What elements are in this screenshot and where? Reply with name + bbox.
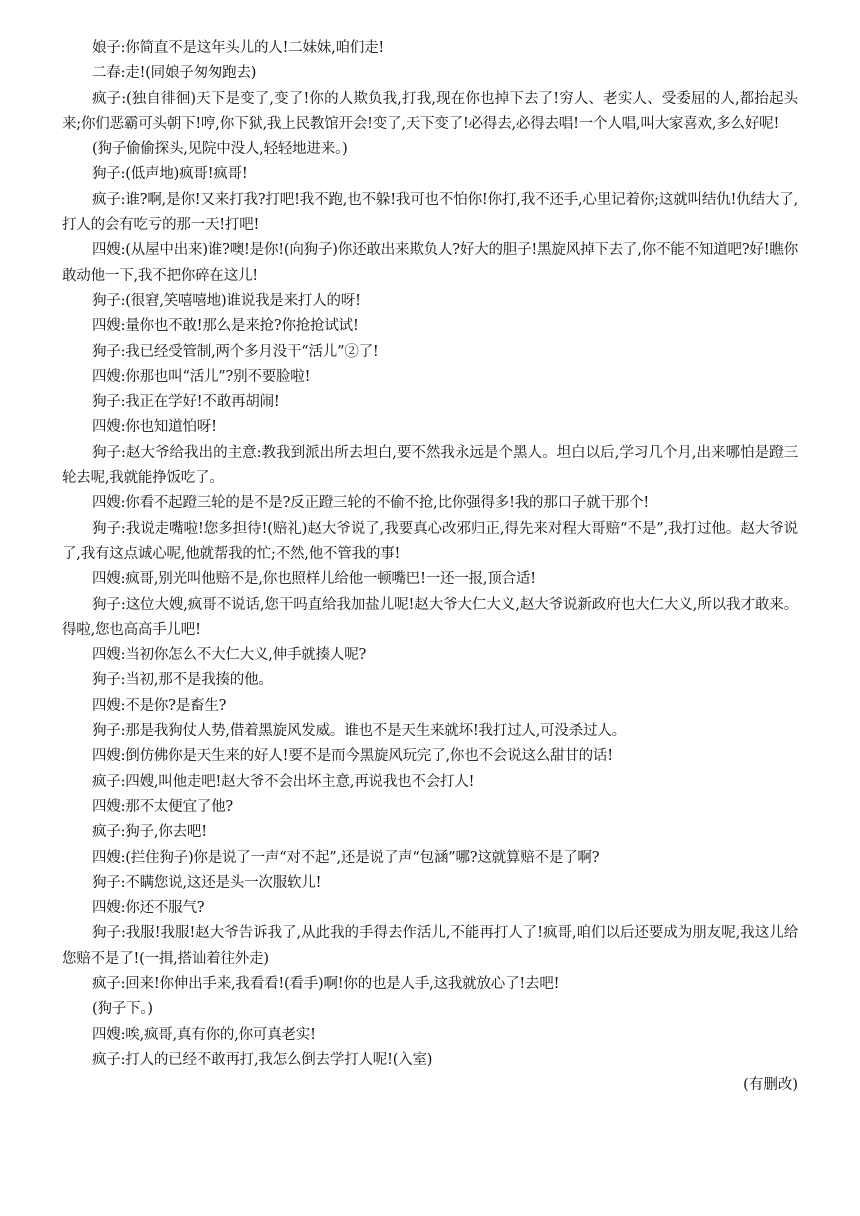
dialogue-line: 四嫂:那不太便宜了他?	[92, 798, 233, 815]
stage-direction: (狗子偷偷探头,见院中没人,轻轻地进来。)	[92, 141, 348, 158]
dialogue-line: 疯子:狗子,你去吧!	[92, 824, 207, 841]
dialogue-line: 狗子:当初,那不是我揍的他。	[92, 672, 273, 689]
dialogue-line: 狗子:(低声地)疯哥!疯哥!	[92, 166, 248, 183]
dialogue-line: 四嫂:(拦住狗子)你是说了一声“对不起”,还是说了声“包涵”哪?这就算赔不是了啊?	[92, 849, 600, 866]
dialogue-line: 狗子:我已经受管制,两个多月没干“活儿”②了!	[92, 343, 379, 360]
dialogue-line: 狗子:(很窘,笑嘻嘻地)谁说我是来打人的呀!	[92, 292, 361, 309]
dialogue-line: 狗子:我说走嘴啦!您多担待!(赔礼)赵大爷说了,我要真心改邪归正,得先来对程大哥赔“不是”,我打过他。赵大爷说了,我有这点诚心呢,他就帮我的忙;不然,他不管我的事!	[62, 520, 798, 562]
dialogue-line: 疯子:四嫂,叫他走吧!赵大爷不会出坏主意,再说我也不会打人!	[92, 773, 475, 790]
dialogue-line: 疯子:谁?啊,是你!又来打我?打吧!我不跑,也不躲!我可也不怕你!你打,我不还手,心里记着你;这就叫结仇!仇结大了,打人的会有吃亏的那一天!打吧!	[62, 191, 798, 234]
dialogue-line: 狗子:我正在学好!不敢再胡闹!	[92, 394, 280, 411]
dialogue-line: 狗子:那是我狗仗人势,借着黑旋风发威。谁也不是天生来就坏!我打过人,可没杀过人。	[92, 723, 626, 740]
dialogue-line: 四嫂:(从屋中出来)谁?噢!是你!(向狗子)你还敢出来欺负人?好大的胆子!黑旋风掉下去了,你不能不知道吧?好!瞧你敢动他一下,我不把你碎在这儿!	[62, 242, 798, 284]
dialogue-line: 四嫂:你还不服气?	[92, 900, 205, 917]
dialogue-line: 疯子:回来!你伸出手来,我看看!(看手)啊!你的也是人手,这我就放心了!去吧!	[92, 975, 560, 992]
dialogue-line: 四嫂:唉,疯哥,真有你的,你可真老实!	[92, 1026, 316, 1043]
dialogue-line: 狗子:赵大爷给我出的主意:教我到派出所去坦白,要不然我永远是个黑人。坦白以后,学习几个月,出来哪怕是蹬三轮去呢,我就能挣饭吃了。	[62, 444, 798, 487]
dialogue-line: 四嫂:你那也叫“活儿”?别不要脸啦!	[92, 368, 311, 385]
dialogue-line: 狗子:我服!我服!赵大爷告诉我了,从此我的手得去作活儿,不能再打人了!疯哥,咱们以后还要成为朋友呢,我这儿给您赔不是了!(一揖,搭讪着往外走)	[62, 925, 798, 967]
dialogue-line: 四嫂:倒仿佛你是天生来的好人!要不是而今黑旋风玩完了,你也不会说这么甜甘的话!	[92, 748, 613, 765]
dialogue-line: 狗子:不瞒您说,这还是头一次服软儿!	[92, 874, 322, 891]
dialogue-line: 四嫂:你也知道怕呀!	[92, 419, 217, 436]
dialogue-line: 娘子:你简直不是这年头儿的人!二妹妹,咱们走!	[92, 40, 385, 56]
dialogue-line: 四嫂:你看不起蹬三轮的是不是?反正蹬三轮的不偷不抢,比你强得多!我的那口子就干那个!	[92, 495, 650, 512]
script-text	[62, 36, 798, 1073]
dialogue-line: 二春:走!(同娘子匆匆跑去)	[92, 65, 257, 82]
source-note: (有删改)	[743, 1077, 798, 1094]
dialogue-line: 狗子:这位大嫂,疯哥不说话,您干吗直给我加盐儿呢!赵大爷大仁大义,赵大爷说新政府也大仁大义,所以我才敢来。得啦,您也高高手儿吧!	[62, 596, 798, 638]
dialogue-line: 四嫂:疯哥,别光叫他赔不是,你也照样儿给他一顿嘴巴!一还一报,顶合适!	[92, 571, 536, 588]
dialogue-line: 四嫂:当初你怎么不大仁大义,伸手就揍人呢?	[92, 647, 367, 664]
dialogue-line: 疯子:(独自徘徊)天下是变了,变了!你的人欺负我,打我,现在你也掉下去了!穷人、老实人、受委屈的人,都抬起头来;你们恶霸可头朝下!哼,你下狱,我上民教馆开会!变了,天下变了!必得去,必得去唱!一个人唱,叫大家喜欢,多么好呢!	[62, 90, 798, 132]
dialogue-line: 四嫂:量你也不敢!那么是来抢?你抢抢试试!	[92, 318, 359, 335]
dialogue-line: 四嫂:不是你?是畜生?	[92, 697, 227, 714]
dialogue-line: 疯子:打人的已经不敢再打,我怎么倒去学打人呢!(入室)	[92, 1051, 433, 1068]
stage-direction: (狗子下。)	[92, 1001, 153, 1018]
